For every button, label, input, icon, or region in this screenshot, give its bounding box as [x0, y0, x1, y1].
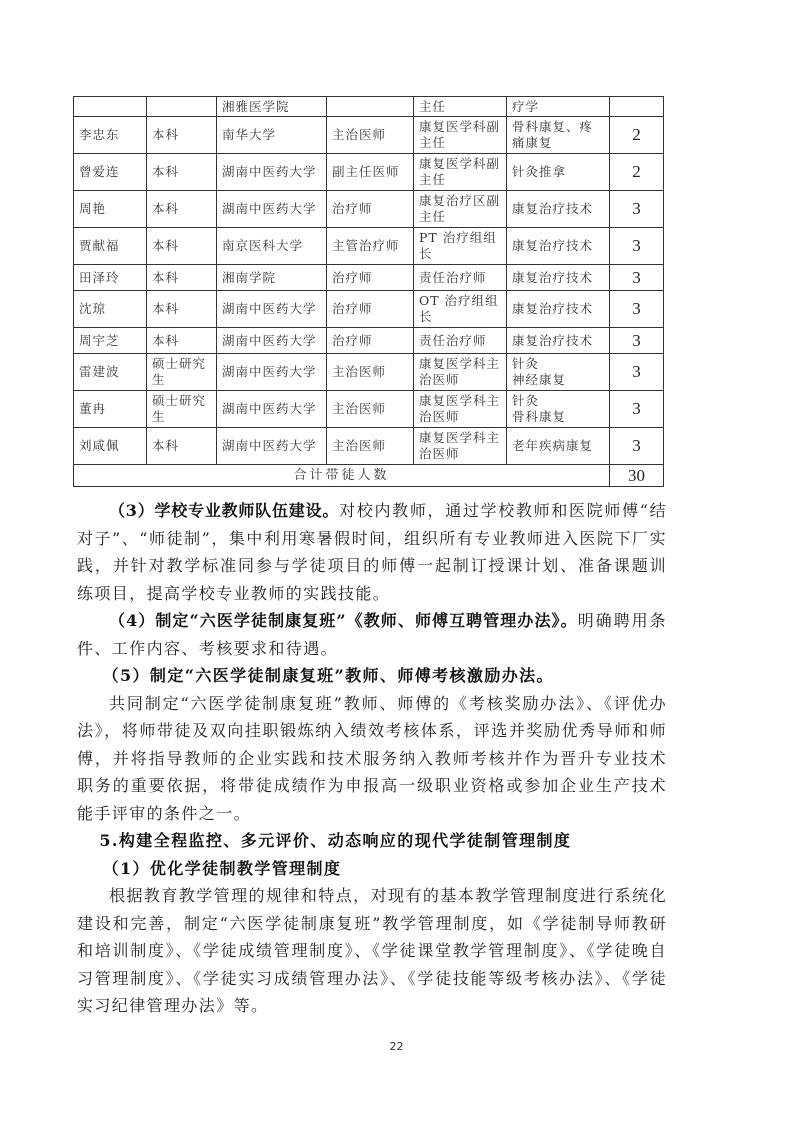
cell-name: 曾爱连 [74, 154, 147, 191]
cell-position: 康复医学科主治医师 [414, 391, 507, 428]
cell-apprentices: 2 [610, 154, 664, 191]
section-5-heading: （5）制定“六医学徒制康复班”教师、师傅考核激励办法。 [102, 666, 554, 685]
cell-apprentices: 3 [610, 354, 664, 391]
cell-name: 周宇芝 [74, 328, 147, 354]
section-4-heading: （4）制定“六医学徒制康复班”《教师、师傅互聘管理办法》。 [109, 611, 578, 630]
cell-specialty: 疗学 [507, 97, 610, 117]
cell-position: OT 治疗组组长 [414, 291, 507, 328]
section-4-text: 明确聘用条件、工作内容、考核要求和待遇。 [77, 611, 667, 658]
cell-apprentices: 3 [610, 428, 664, 465]
total-row [74, 465, 664, 487]
cell-school: 湖南中医药大学 [217, 354, 327, 391]
cell-education: 本科 [147, 428, 217, 465]
cell-apprentices: 3 [610, 328, 664, 354]
cell-specialty: 针灸 神经康复 [507, 354, 610, 391]
total-value: 30 [610, 465, 664, 487]
cell-education: 本科 [147, 154, 217, 191]
cell-position: 康复医学科副主任 [414, 117, 507, 154]
cell-school: 湖南中医药大学 [217, 428, 327, 465]
cell-specialty: 骨科康复、疼痛康复 [507, 117, 610, 154]
cell-school: 湖南中医药大学 [217, 291, 327, 328]
cell-position: 康复医学科主治医师 [414, 354, 507, 391]
table-row [74, 354, 664, 391]
table-row [74, 117, 664, 154]
page-number: 22 [389, 1040, 404, 1053]
section-5-text: 共同制定“六医学徒制康复班”教师、师傅的《考核奖励办法》、《评优办法》，将师带徒及双向挂职锻炼纳入绩效考核体系，评选并奖励优秀导师和师傅，并将指导教师的企业实践和技术服务纳入教师考核并作为晋升专业技术职务的重要依据，将带徒成绩作为申报高一级职业资格或参加企业生产技术能手评审的条件之一。 [77, 693, 667, 823]
cell-apprentices: 3 [610, 291, 664, 328]
cell-apprentices: 2 [610, 117, 664, 154]
table-row [74, 328, 664, 354]
cell-education: 本科 [147, 191, 217, 228]
cell-apprentices [610, 97, 664, 117]
cell-specialty: 康复治疗技术 [507, 265, 610, 291]
section-3 [77, 497, 667, 1020]
cell-education: 本科 [147, 117, 217, 154]
cell-title: 治疗师 [327, 328, 414, 354]
cell-name: 雷建波 [74, 354, 147, 391]
cell-education: 本科 [147, 291, 217, 328]
total-label: 合计带徒人数 [74, 465, 610, 487]
cell-school: 湖南中医药大学 [217, 328, 327, 354]
section-3-text: 对校内教师，通过学校教师和医院师傅“结对子”、“师徒制”，集中利用寒暑假时间，组织所有专业教师进入医院下厂实践，并针对教学标准同参与学徒项目的师傅一起制订授课计划、准备课题训练项目，提高学校专业教师的实践技能。 [77, 501, 667, 603]
cell-name: 田泽玲 [74, 265, 147, 291]
mentor-table [73, 96, 664, 487]
cell-specialty: 康复治疗技术 [507, 328, 610, 354]
cell-school: 南京医科大学 [217, 228, 327, 265]
table-row [74, 191, 664, 228]
table-row [74, 291, 664, 328]
cell-school: 湖南中医药大学 [217, 154, 327, 191]
cell-title: 主管治疗师 [327, 228, 414, 265]
cell-position: 责任治疗师 [414, 265, 507, 291]
cell-name: 刘咸佩 [74, 428, 147, 465]
cell-school: 南华大学 [217, 117, 327, 154]
cell-specialty: 康复治疗技术 [507, 228, 610, 265]
cell-education: 本科 [147, 265, 217, 291]
cell-title: 治疗师 [327, 265, 414, 291]
cell-title: 主治医师 [327, 428, 414, 465]
section-3-heading: （3）学校专业教师队伍建设。 [109, 501, 340, 520]
cell-apprentices: 3 [610, 191, 664, 228]
cell-title: 主治医师 [327, 354, 414, 391]
cell-position: PT 治疗组组长 [414, 228, 507, 265]
cell-position: 康复医学科主治医师 [414, 428, 507, 465]
cell-specialty: 老年疾病康复 [507, 428, 610, 465]
cell-education: 硕士研究生 [147, 354, 217, 391]
cell-title: 治疗师 [327, 191, 414, 228]
cell-name: 沈琼 [74, 291, 147, 328]
table-row [74, 391, 664, 428]
table-row [74, 428, 664, 465]
cell-position: 康复治疗区副主任 [414, 191, 507, 228]
cell-specialty: 针灸推拿 [507, 154, 610, 191]
cell-title: 主治医师 [327, 391, 414, 428]
cell-school: 湖南中医药大学 [217, 191, 327, 228]
chapter-5-heading: 5.构建全程监控、多元评价、动态响应的现代学徒制管理制度 [99, 831, 572, 850]
cell-title: 主治医师 [327, 117, 414, 154]
chapter-5-sub1-heading: （1）优化学徒制教学管理制度 [102, 858, 342, 878]
cell-apprentices: 3 [610, 391, 664, 428]
cell-name: 贾献福 [74, 228, 147, 265]
cell-name: 周艳 [74, 191, 147, 228]
cell-apprentices: 3 [610, 265, 664, 291]
cell-school: 湘雅医学院 [217, 97, 327, 117]
table-row [74, 265, 664, 291]
cell-specialty: 康复治疗技术 [507, 291, 610, 328]
chapter-5-sub1-text: 根据教育教学管理的规律和特点，对现有的基本教学管理制度进行系统化建设和完善，制定“六医学徒制康复班”教学管理制度，如《学徒制导师教研和培训制度》、《学徒成绩管理制度》、《学徒课堂教学管理制度》、《学徒晚自习管理制度》、《学徒实习成绩管理办法》、《学徒技能等级考核办法》、《学徒实习纪律管理办法》等。 [77, 886, 667, 1015]
cell-specialty: 康复治疗技术 [507, 191, 610, 228]
cell-apprentices: 3 [610, 228, 664, 265]
cell-title: 治疗师 [327, 291, 414, 328]
cell-education: 硕士研究生 [147, 391, 217, 428]
cell-school: 湖南中医药大学 [217, 391, 327, 428]
cell-education: 本科 [147, 228, 217, 265]
cell-position: 主任 [414, 97, 507, 117]
cell-name: 李忠东 [74, 117, 147, 154]
table-row [74, 154, 664, 191]
table-row [74, 97, 664, 117]
table-row [74, 228, 664, 265]
cell-name: 董冉 [74, 391, 147, 428]
cell-position: 责任治疗师 [414, 328, 507, 354]
cell-position: 康复医学科副主任 [414, 154, 507, 191]
cell-title: 副主任医师 [327, 154, 414, 191]
cell-education: 本科 [147, 328, 217, 354]
cell-specialty: 针灸 骨科康复 [507, 391, 610, 428]
cell-education [147, 97, 217, 117]
cell-title [327, 97, 414, 117]
cell-name [74, 97, 147, 117]
cell-school: 湘南学院 [217, 265, 327, 291]
